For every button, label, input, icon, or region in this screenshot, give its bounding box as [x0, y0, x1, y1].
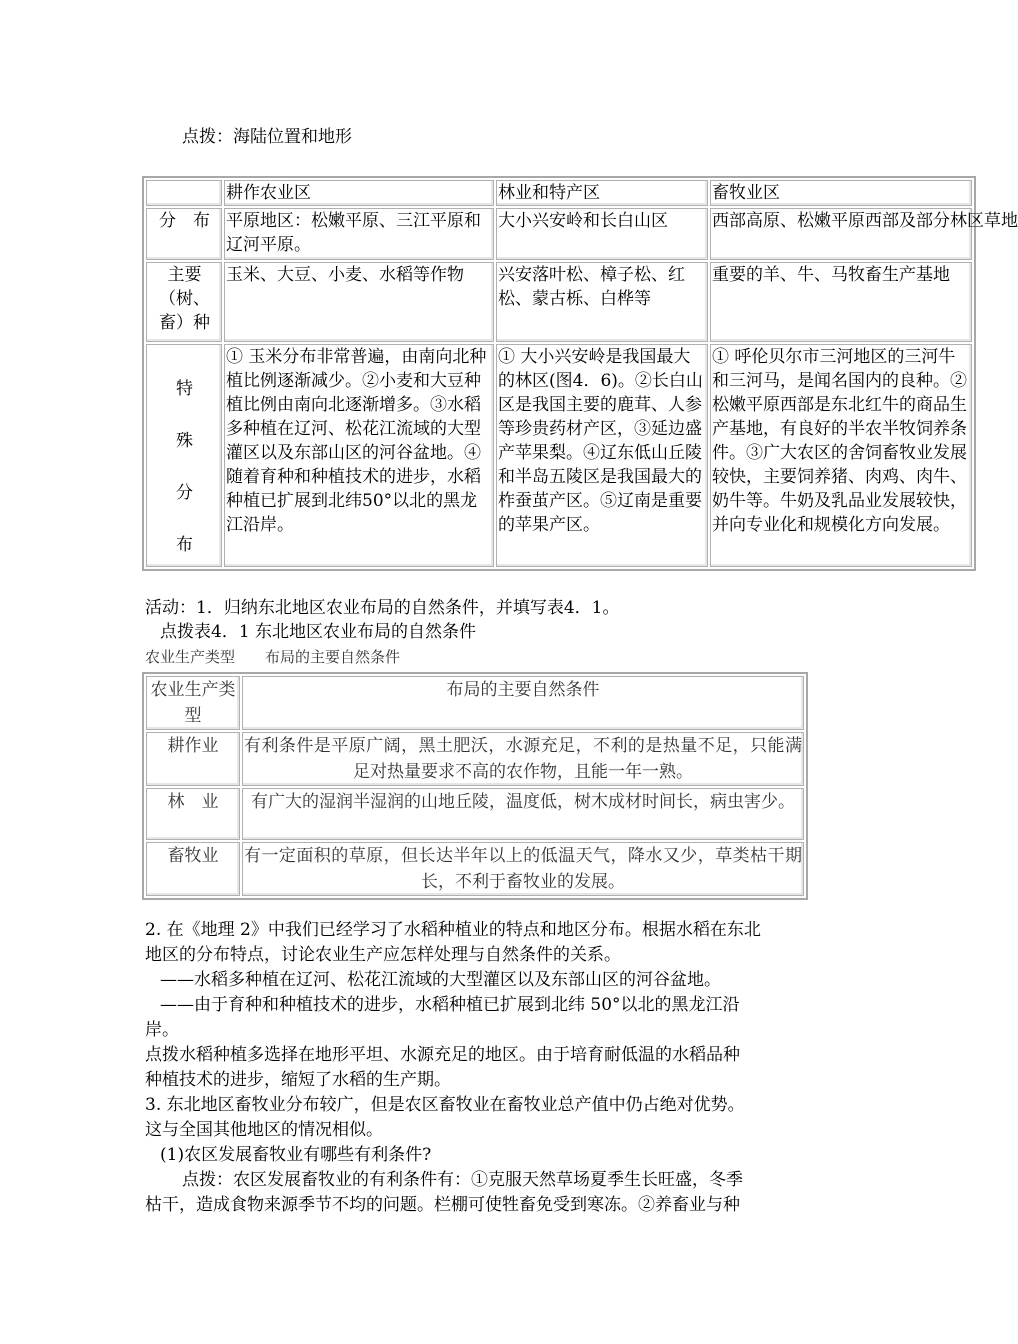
- table-row: [146, 842, 804, 896]
- table-cell: 兴安落叶松、樟子松、红松、蒙古栎、白桦等: [496, 262, 708, 342]
- table-cell: 有利条件是平原广阔，黑土肥沃，水源充足，不利的是热量不足，只能满足对热量要求不高的农作物，且能一年一熟。: [242, 732, 804, 786]
- table-cell: 大小兴安岭和长白山区: [496, 208, 708, 260]
- header-cell-empty: [146, 180, 222, 206]
- table-cell: 有一定面积的草原，但长达半年以上的低温天气，降水又少，草类枯干期长，不利于畜牧业的发展。: [242, 842, 804, 896]
- paragraph-line: 枯干，造成食物来源季节不均的问题。栏棚可使牲畜免受到寒冻。②养畜业与种: [145, 1195, 740, 1215]
- table-cell: 林 业: [146, 788, 240, 840]
- table-cell: 玉米、大豆、小麦、水稻等作物: [224, 262, 494, 342]
- table-cell: 耕作业: [146, 732, 240, 786]
- paragraph-line: ——水稻多种植在辽河、松花江流域的大型灌区以及东部山区的河谷盆地。: [160, 970, 721, 990]
- row-label-distribution: 分 布: [146, 208, 222, 260]
- paragraph-line: 2. 在《地理 2》中我们已经学习了水稻种植业的特点和地区分布。根据水稻在东北: [145, 920, 761, 940]
- table-row-special-distribution: [146, 344, 972, 567]
- header-cell-type: 农业生产类型: [146, 676, 240, 730]
- natural-conditions-table: [142, 672, 808, 900]
- activity-line: 活动：1．归纳东北地区农业布局的自然条件，并填写表4．1。: [145, 598, 620, 618]
- table-cell: ① 大小兴安岭是我国最大的林区(图4．6)。②长白山区是我国主要的鹿茸、人参等珍贵药材产区，③延边盛产苹果梨。④辽东低山丘陵和半岛五陵区是我国最大的柞蚕茧产区。⑤辽南是重要的苹果产区。: [496, 344, 708, 567]
- table-subcaption: 农业生产类型 布局的主要自然条件: [145, 648, 401, 666]
- paragraph-line: 点拨水稻种植多选择在地形平坦、水源充足的地区。由于培育耐低温的水稻品种: [145, 1045, 740, 1065]
- paragraph-line: 这与全国其他地区的情况相似。: [145, 1120, 383, 1140]
- paragraph-line: 种植技术的进步，缩短了水稻的生产期。: [145, 1070, 451, 1090]
- header-cell-conditions: 布局的主要自然条件: [242, 676, 804, 730]
- hint-heading: 点拨：海陆位置和地形: [182, 127, 352, 147]
- paragraph-line: 岸。: [145, 1020, 179, 1040]
- table-cell: 有广大的湿润半湿润的山地丘陵，温度低，树木成材时间长，病虫害少。: [242, 788, 804, 840]
- header-cell-farming: 耕作农业区: [224, 180, 494, 206]
- paragraph-line: 点拨：农区发展畜牧业的有利条件有：①克服天然草场夏季生长旺盛，冬季: [182, 1170, 743, 1190]
- paragraph-line: 地区的分布特点，讨论农业生产应怎样处理与自然条件的关系。: [145, 945, 621, 965]
- question-line: (1)农区发展畜牧业有哪些有利条件?: [160, 1145, 432, 1165]
- table-header-row: [146, 676, 804, 730]
- row-label-special: [146, 344, 222, 567]
- table-cell: ① 呼伦贝尔市三河地区的三河牛和三河马，是闻名国内的良种。②松嫩平原西部是东北红牛的商品生产基地，有良好的半农半牧饲养条件。③广大农区的舍饲畜牧业发展较快，主要饲养猪、肉鸡、肉牛、奶牛等。牛奶及乳品业发展较快，并向专业化和规模化方向发展。: [710, 344, 972, 567]
- table-header-row: [146, 180, 972, 206]
- paragraph-line: ——由于育种和种植技术的进步，水稻种植已扩展到北纬 50°以北的黑龙江沿: [160, 995, 740, 1015]
- table-cell: [710, 208, 1018, 260]
- cell-text: 西部高原、松嫩平原西部及部分林区草地: [712, 211, 1018, 231]
- cell-text: 重要的羊、牛、马牧畜生产基地: [712, 265, 950, 285]
- row-label-species: 主要（树、畜）种: [146, 262, 222, 342]
- table-cell: ① 玉米分布非常普遍，由南向北种植比例逐渐减少。②小麦和大豆种植比例由南向北逐渐增多。③水稻多种植在辽河、松花江流域的大型灌区以及东部山区的河谷盆地。④随着育种和种植技术的进步，水稻种植已扩展到北纬50°以北的黑龙江沿岸。: [224, 344, 494, 567]
- paragraph-line: 3. 东北地区畜牧业分布较广，但是农区畜牧业在畜牧业总产值中仍占绝对优势。: [145, 1095, 745, 1115]
- label-char: 殊: [176, 431, 193, 451]
- table-cell: 畜牧业: [146, 842, 240, 896]
- table-cell: 平原地区：松嫩平原、三江平原和辽河平原。: [224, 208, 494, 260]
- table-row: [146, 732, 804, 786]
- header-cell-livestock: 畜牧业区: [710, 180, 972, 206]
- table-row: [146, 788, 804, 840]
- label-char: 布: [176, 535, 193, 555]
- table-caption: 点拨表4．1 东北地区农业布局的自然条件: [160, 622, 477, 642]
- label-char: 分: [176, 483, 193, 503]
- agriculture-zones-table: [142, 176, 1018, 571]
- label-char: 特: [176, 379, 193, 399]
- table-cell: [710, 262, 972, 342]
- table-row-species: [146, 262, 972, 342]
- header-cell-forestry: 林业和特产区: [496, 180, 708, 206]
- table-row-distribution: [146, 208, 972, 260]
